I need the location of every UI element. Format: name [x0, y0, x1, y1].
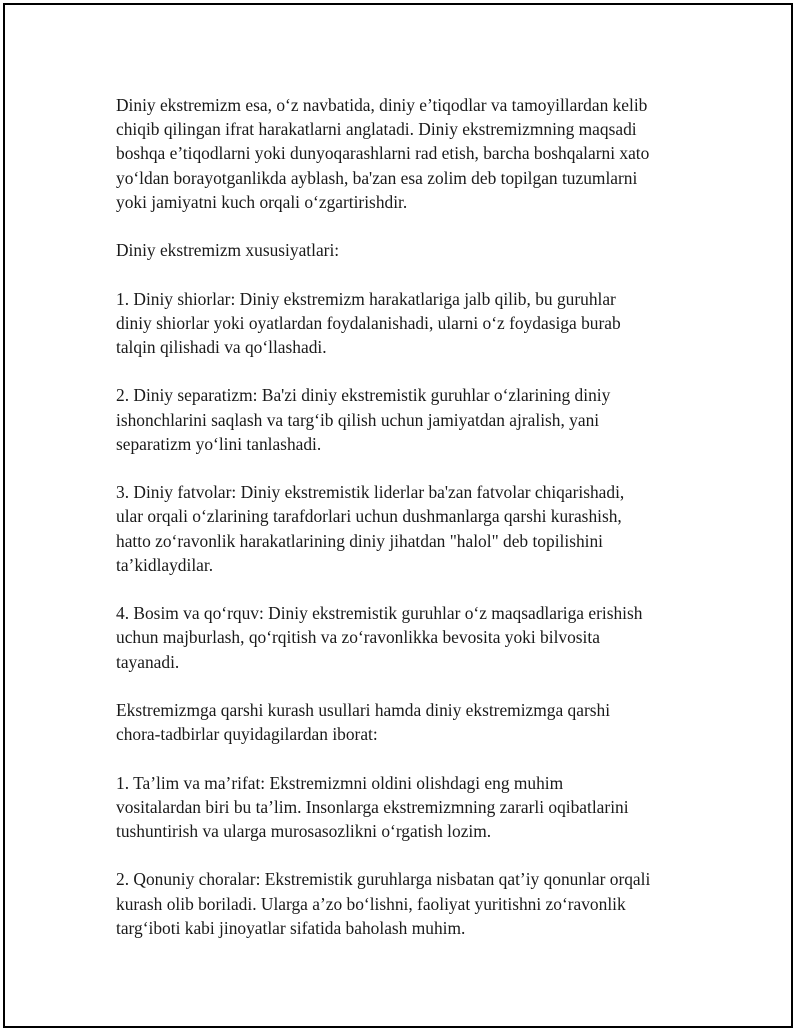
paragraph-methods-heading: Ekstremizmga qarshi kurash usullari hamda diniy ekstremizmga qarshi chora-tadbirlar quyidagilardan iborat:	[116, 699, 611, 745]
paragraph-method-2: 2. Qonuniy choralar: Ekstremistik guruhlarga nisbatan qat’iy qonunlar orqali kurash olib boriladi. Ularga a’zo bo‘lishni, faoliyat yuritishni zo‘ravonlik targ‘iboti kabi jinoyatlar sifatida baholash muhim.	[116, 869, 651, 938]
paragraph-feature-3: 3. Diniy fatvolar: Diniy ekstremistik liderlar ba'zan fatvolar chiqarishadi, ular orqali o‘zlarining tarafdorlari uchun dushmanlarga qarshi kurashish, hatto zo‘ravonlik harakatlarining diniy jihatdan "halol" deb topilishini ta’kidlaydilar.	[116, 482, 625, 575]
paragraph-method-1: 1. Ta’lim va ma’rifat: Ekstremizmni oldini olishdagi eng muhim vositalardan biri bu ta’lim. Insonlarga ekstremizmning zararli oqibatlarini tushuntirish va ularga murosasozlikni o‘rgatish lozim.	[116, 772, 629, 841]
document-body	[116, 93, 706, 964]
paragraph-intro: Diniy ekstremizm esa, o‘z navbatida, diniy e’tiqodlar va tamoyillardan kelib chiqib qilingan ifrat harakatlarni anglatadi. Diniy ekstremizmning maqsadi boshqa e’tiqodlarni yoki dunyoqarashlarni rad etish, barcha boshqalarni xato yo‘ldan borayotganlikda ayblash, ba'zan esa zolim deb topilgan tuzumlarni yoki jamiyatni kuch orqali o‘zgartirishdir.	[116, 95, 650, 212]
paragraph-feature-4: 4. Bosim va qo‘rquv: Diniy ekstremistik guruhlar o‘z maqsadlariga erishish uchun majburlash, qo‘rqitish va zo‘ravonlikka bevosita yoki bilvosita tayanadi.	[116, 603, 643, 672]
paragraph-feature-2: 2. Diniy separatizm: Ba'zi diniy ekstremistik guruhlar o‘zlarining diniy ishonchlarini saqlash va targ‘ib qilish uchun jamiyatdan ajralish, yani separatizm yo‘lini tanlashadi.	[116, 385, 611, 454]
paragraph-feature-1: 1. Diniy shiorlar: Diniy ekstremizm harakatlariga jalb qilib, bu guruhlar diniy shiorlar yoki oyatlardan foydalanishadi, ularni o‘z foydasiga burab talqin qilishadi va qo‘llashadi.	[116, 288, 621, 357]
paragraph-features-heading: Diniy ekstremizm xususiyatlari:	[116, 240, 340, 261]
